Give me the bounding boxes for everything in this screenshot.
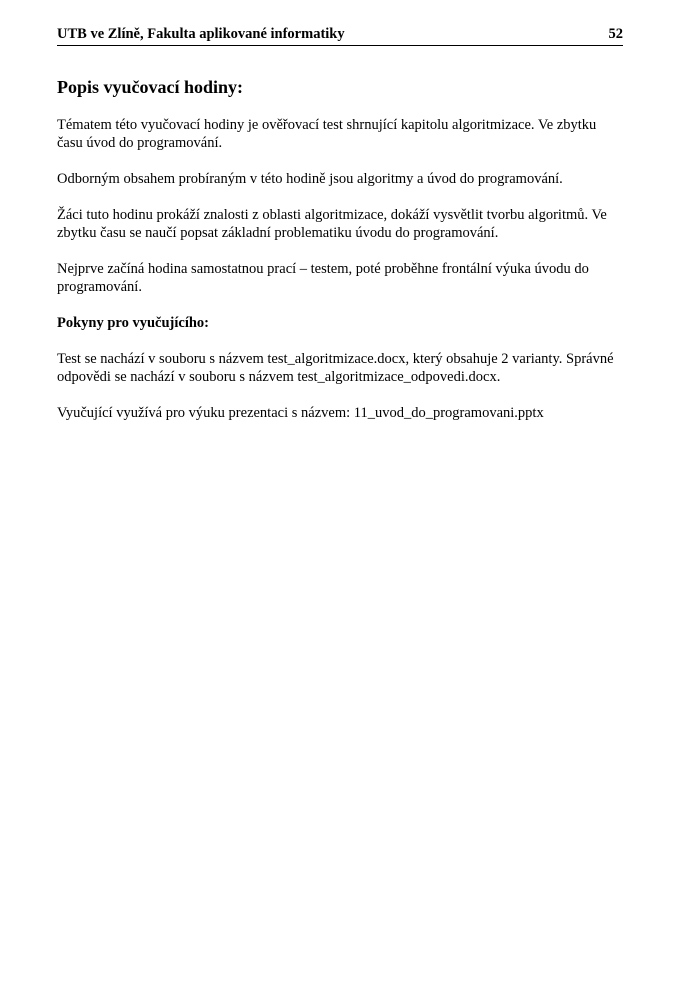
paragraph-structure: Nejprve začíná hodina samostatnou prací – testem, poté proběhne frontální výuka úvodu do programování.	[57, 261, 589, 295]
paragraph-presentation: Vyučující využívá pro výuku prezentaci s názvem: 11_uvod_do_programovani.pptx	[57, 405, 544, 421]
paragraph-content: Odborným obsahem probíraným v této hodině jsou algoritmy a úvod do programování.	[57, 171, 563, 187]
header-institution: UTB ve Zlíně, Fakulta aplikované informatiky	[57, 26, 345, 42]
paragraph-test-files: Test se nachází v souboru s názvem test_algoritmizace.docx, který obsahuje 2 varianty. Správné odpovědi se nachází v souboru s názvem test_algoritmizace_odpovedi.docx.	[57, 351, 614, 385]
section-heading: Popis vyučovací hodiny:	[57, 77, 244, 97]
document-page	[57, 25, 623, 422]
page-number: 52	[608, 26, 623, 42]
paragraph-outcomes: Žáci tuto hodinu prokáží znalosti z oblasti algoritmizace, dokáží vysvětlit tvorbu algoritmů. Ve zbytku času se naučí popsat základní problematiku úvodu do programování.	[57, 207, 607, 241]
paragraph-topic: Tématem této vyučovací hodiny je ověřovací test shrnující kapitolu algoritmizace. Ve zbytku času úvod do programování.	[57, 117, 597, 151]
instructions-heading: Pokyny pro vyučujícího:	[57, 315, 210, 331]
running-header	[57, 25, 623, 46]
